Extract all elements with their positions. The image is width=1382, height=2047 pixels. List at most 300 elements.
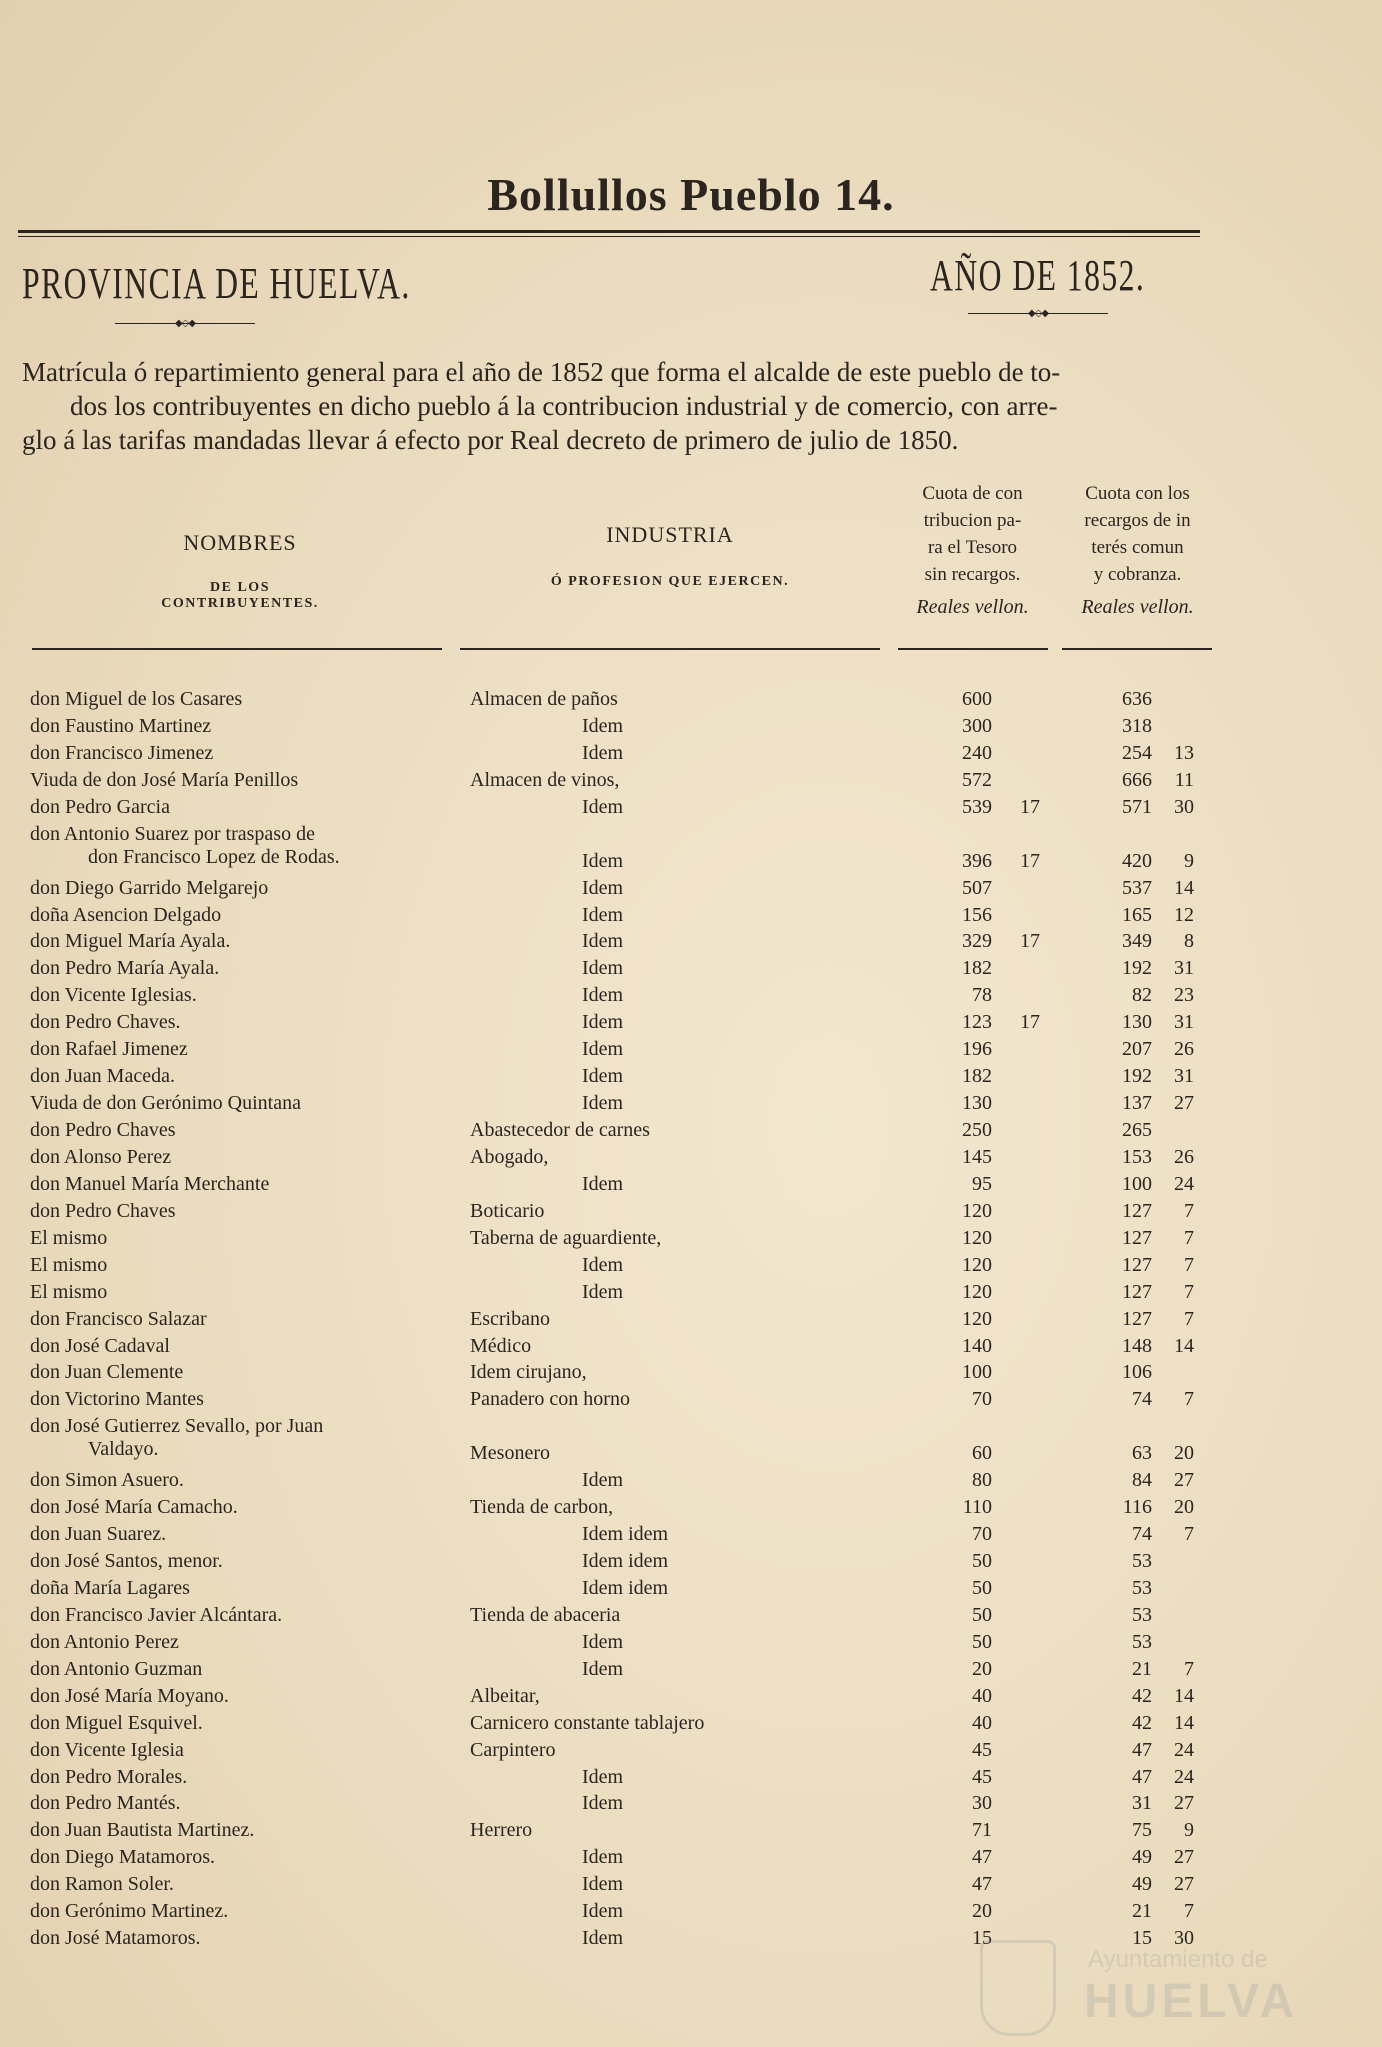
quota-recargos-cents-cell: 14 — [1174, 1334, 1194, 1357]
contributor-name — [30, 1092, 450, 1115]
quota-recargos-cell: 349 — [1122, 930, 1152, 953]
contributor-name-line-1: don Rafael Jimenez — [30, 1038, 188, 1061]
quota-recargos-cell: 130 — [1122, 1011, 1152, 1034]
quota-recargos-cell: 127 — [1122, 1307, 1152, 1330]
contributor-name-line-1: don Antonio Perez — [30, 1630, 179, 1653]
contributor-name-line-1: Viuda de don Gerónimo Quintana — [30, 1092, 301, 1115]
table-row — [0, 1254, 1382, 1281]
table-row — [0, 1739, 1382, 1766]
contributor-name — [30, 1308, 450, 1331]
quota-tesoro-cell: 50 — [972, 1550, 992, 1573]
quota-tesoro-cell: 120 — [962, 1199, 992, 1222]
contributor-name — [30, 823, 450, 869]
quota-recargos-cents-cell: 14 — [1174, 1711, 1194, 1734]
quota1-unit: Reales vellon. — [916, 596, 1029, 618]
table-row — [0, 1792, 1382, 1819]
quota-recargos-cell: 74 — [1132, 1388, 1152, 1411]
contributor-name — [30, 1415, 450, 1461]
quota-tesoro-cents-cell: 17 — [1020, 849, 1040, 872]
quota-recargos-cents-cell: 31 — [1174, 957, 1194, 980]
contributor-name — [30, 688, 450, 711]
contributor-name-line-1: don Antonio Guzman — [30, 1657, 203, 1680]
quota-recargos-cell: 127 — [1122, 1226, 1152, 1249]
contributor-name — [30, 984, 450, 1007]
quota-tesoro-cell: 140 — [962, 1334, 992, 1357]
contributor-name — [30, 1658, 450, 1681]
quota-tesoro-cents-cell: 17 — [1020, 795, 1040, 818]
industry-cell: Idem — [582, 1469, 624, 1492]
quota-tesoro-cell: 40 — [972, 1684, 992, 1707]
industry-cell: Idem — [582, 1280, 624, 1303]
contributor-name — [30, 769, 450, 792]
contributor-name — [30, 1496, 450, 1519]
industry-cell: Almacen de paños — [470, 688, 618, 710]
quota-recargos-cents-cell: 27 — [1174, 1092, 1194, 1115]
quota-tesoro-cell: 120 — [962, 1253, 992, 1276]
quota-recargos-cents-cell: 9 — [1184, 1819, 1194, 1842]
contributor-name — [30, 1577, 450, 1600]
table-row — [0, 930, 1382, 957]
industry-cell: Idem — [582, 741, 624, 764]
contributor-name-line-1: don Juan Suarez. — [30, 1523, 167, 1546]
contributor-name-line-1: don Pedro María Ayala. — [30, 957, 220, 980]
table-row — [0, 1200, 1382, 1227]
quota-recargos-cell: 21 — [1132, 1900, 1152, 1923]
quota-tesoro-cell: 20 — [972, 1900, 992, 1923]
industry-cell: Idem — [582, 1792, 624, 1815]
table-row — [0, 823, 1382, 877]
quota-tesoro-cell: 47 — [972, 1873, 992, 1896]
contributor-name-line-1: don Antonio Suarez por traspaso de — [30, 822, 315, 845]
contributor-name-line-1: don José Cadaval — [30, 1334, 170, 1357]
industry-cell: Panadero con horno — [470, 1388, 630, 1411]
quota2-line-2: recargos de in — [1084, 510, 1191, 531]
quota-recargos-cents-cell: 27 — [1174, 1469, 1194, 1492]
contributor-name-line-1: El mismo — [30, 1280, 108, 1303]
table-row — [0, 1146, 1382, 1173]
table-row — [0, 742, 1382, 769]
contributor-name-line-1: don Miguel de los Casares — [30, 688, 243, 710]
contributor-name-line-1: don Faustino Martinez — [30, 714, 212, 737]
table-row — [0, 1766, 1382, 1793]
table-row — [0, 1604, 1382, 1631]
industry-cell: Idem — [582, 876, 624, 899]
industry-cell: Idem — [582, 849, 624, 872]
industry-cell: Almacen de vinos, — [470, 768, 620, 791]
quota-tesoro-cell: 110 — [962, 1496, 992, 1519]
contributor-name-line-1: don Pedro Mantés. — [30, 1792, 181, 1815]
quota-recargos-cents-cell: 20 — [1174, 1496, 1194, 1519]
contributor-name — [30, 877, 450, 900]
contributor-name — [30, 1846, 450, 1869]
contributor-name-line-1: don Simon Asuero. — [30, 1469, 184, 1492]
quota-recargos-cell: 137 — [1122, 1092, 1152, 1115]
industry-cell: Idem — [582, 714, 624, 737]
quota2-unit: Reales vellon. — [1081, 596, 1194, 618]
quota-recargos-cents-cell: 31 — [1174, 1065, 1194, 1088]
quota-recargos-cents-cell: 24 — [1174, 1172, 1194, 1195]
contributor-name — [30, 1011, 450, 1034]
contributor-name-line-1: don Vicente Iglesia — [30, 1738, 184, 1761]
contributor-name — [30, 1119, 450, 1142]
quota-recargos-cents-cell: 11 — [1174, 768, 1194, 791]
industry-cell: Idem — [582, 1927, 624, 1950]
quota-recargos-cell: 100 — [1122, 1172, 1152, 1195]
table-row — [0, 1335, 1382, 1362]
quota-recargos-cents-cell: 7 — [1184, 1280, 1194, 1303]
contributor-name — [30, 1038, 450, 1061]
quota-tesoro-cell: 196 — [962, 1038, 992, 1061]
quota-tesoro-cell: 539 — [962, 795, 992, 818]
quota-recargos-cell: 21 — [1132, 1657, 1152, 1680]
table-row — [0, 877, 1382, 904]
table-row — [0, 984, 1382, 1011]
industry-cell: Tienda de abaceria — [470, 1603, 621, 1626]
names-header-sub: DE LOS CONTRIBUYENTES. — [161, 580, 319, 611]
quota-recargos-cents-cell: 20 — [1174, 1442, 1194, 1465]
intro-line-2: dos los contribuyentes en dicho pueblo á la contribucion industrial y de comercio, con arre- — [70, 391, 1058, 421]
contributor-name — [30, 1388, 450, 1411]
contributor-name-line-1: don Juan Clemente — [30, 1361, 184, 1384]
quota2-rule — [1062, 648, 1212, 650]
quota-recargos-cents-cell: 27 — [1174, 1792, 1194, 1815]
contributor-name — [30, 1065, 450, 1088]
quota-recargos-cell: 127 — [1122, 1199, 1152, 1222]
quota-tesoro-cell: 30 — [972, 1792, 992, 1815]
quota-recargos-cents-cell: 7 — [1184, 1226, 1194, 1249]
industry-cell: Escribano — [470, 1307, 550, 1330]
industry-cell: Idem — [582, 1065, 624, 1088]
title-rule-thin — [18, 236, 1200, 237]
table-row — [0, 1523, 1382, 1550]
quota-tesoro-cell: 600 — [962, 688, 992, 710]
quota-recargos-cell: 537 — [1122, 876, 1152, 899]
industry-cell: Carnicero constante tablajero — [470, 1711, 705, 1734]
intro-line-1: Matrícula ó repartimiento general para el año de 1852 que forma el alcalde de este pueblo de to- — [22, 357, 1061, 387]
contributors-table — [0, 688, 1382, 1954]
names-header — [130, 530, 350, 612]
contributor-name — [30, 796, 450, 819]
contributor-name — [30, 957, 450, 980]
contributor-name — [30, 1146, 450, 1169]
quota-tesoro-cell: 145 — [962, 1145, 992, 1168]
quota-recargos-cell: 53 — [1132, 1576, 1152, 1599]
table-row — [0, 1281, 1382, 1308]
quota1-line-4: sin recargos. — [924, 564, 1021, 585]
quota-recargos-cents-cell: 13 — [1174, 741, 1194, 764]
quota-recargos-cell: 116 — [1122, 1496, 1152, 1519]
contributor-name-line-1: don Gerónimo Martinez. — [30, 1900, 229, 1923]
contributor-name-line-1: Viuda de don José María Penillos — [30, 768, 299, 791]
contributor-name-line-1: don José María Moyano. — [30, 1684, 229, 1707]
industry-cell: Idem idem — [582, 1576, 669, 1599]
contributor-name-line-1: don Pedro Garcia — [30, 795, 170, 818]
quota-tesoro-cell: 507 — [962, 876, 992, 899]
quota-recargos-cell: 15 — [1132, 1927, 1152, 1950]
contributor-name-line-1: don Francisco Jimenez — [30, 741, 214, 764]
industry-cell: Boticario — [470, 1199, 545, 1222]
quota-recargos-cell: 63 — [1132, 1442, 1152, 1465]
industry-cell: Idem — [582, 1092, 624, 1115]
quota-tesoro-cell: 100 — [962, 1361, 992, 1384]
intro-line-3: glo á las tarifas mandadas llevar á efecto por Real decreto de primero de julio de 1850. — [22, 425, 959, 455]
contributor-name — [30, 1739, 450, 1762]
contributor-name — [30, 930, 450, 953]
quota-recargos-cell: 53 — [1132, 1603, 1152, 1626]
quota-recargos-cents-cell: 9 — [1184, 849, 1194, 872]
quota-tesoro-cell: 95 — [972, 1172, 992, 1195]
contributor-name — [30, 715, 450, 738]
table-row — [0, 957, 1382, 984]
contributor-name — [30, 1873, 450, 1896]
table-row — [0, 1361, 1382, 1388]
contributor-name-line-1: don José Gutierrez Sevallo, por Juan — [30, 1415, 324, 1438]
table-row — [0, 1119, 1382, 1146]
title-rule — [18, 230, 1200, 233]
table-row — [0, 1308, 1382, 1335]
quota-tesoro-cell: 182 — [962, 957, 992, 980]
contributor-name — [30, 1550, 450, 1573]
quota-recargos-cell: 153 — [1122, 1145, 1152, 1168]
watermark-line-2: HUELVA — [1084, 1975, 1299, 2028]
contributor-name-line-1: don Pedro Chaves — [30, 1119, 176, 1142]
table-row — [0, 1065, 1382, 1092]
table-row — [0, 769, 1382, 796]
quota-tesoro-cell: 60 — [972, 1442, 992, 1465]
contributor-name — [30, 1523, 450, 1546]
contributor-name-line-1: El mismo — [30, 1226, 108, 1249]
contributor-name-line-1: don Victorino Mantes — [30, 1388, 204, 1411]
contributor-name-line-1: don Pedro Morales. — [30, 1765, 188, 1788]
contributor-name — [30, 1254, 450, 1277]
quota-recargos-cell: 420 — [1122, 849, 1152, 872]
quota-tesoro-cell: 70 — [972, 1523, 992, 1546]
contributor-name-line-1: don Juan Bautista Martinez. — [30, 1819, 255, 1842]
quota2-line-4: y cobranza. — [1093, 564, 1182, 585]
industry-cell: Tienda de carbon, — [470, 1496, 614, 1519]
industry-cell: Abastecedor de carnes — [470, 1119, 650, 1142]
quota-recargos-cell: 192 — [1122, 957, 1152, 980]
quota-tesoro-cents-cell: 17 — [1020, 930, 1040, 953]
table-row — [0, 904, 1382, 931]
table-row — [0, 1819, 1382, 1846]
quota-recargos-cell: 53 — [1132, 1550, 1152, 1573]
quota-tesoro-cell: 250 — [962, 1119, 992, 1142]
quota-recargos-cell: 42 — [1132, 1684, 1152, 1707]
quota-recargos-cents-cell: 7 — [1184, 1253, 1194, 1276]
contributor-name-line-1: don Miguel María Ayala. — [30, 930, 231, 953]
page-title: Bollullos Pueblo 14. — [487, 169, 895, 220]
quota1-line-2: tribucion pa- — [923, 510, 1022, 531]
table-row — [0, 1415, 1382, 1469]
quota-recargos-cents-cell: 27 — [1174, 1873, 1194, 1896]
contributor-name-line-1: don Juan Maceda. — [30, 1065, 175, 1088]
quota2-header — [1060, 480, 1215, 621]
quota-tesoro-cell: 50 — [972, 1603, 992, 1626]
quota-tesoro-cell: 300 — [962, 714, 992, 737]
contributor-name-line-1: don Francisco Javier Alcántara. — [30, 1603, 283, 1626]
quota-tesoro-cell: 40 — [972, 1711, 992, 1734]
quota-recargos-cell: 165 — [1122, 903, 1152, 926]
contributor-name-line-1: don Manuel María Merchante — [30, 1172, 270, 1195]
contributor-name-line-1: don Vicente Iglesias. — [30, 984, 197, 1007]
contributor-name-line-1: don Diego Garrido Melgarejo — [30, 876, 269, 899]
industry-cell: Idem — [582, 1873, 624, 1896]
contributor-name — [30, 1685, 450, 1708]
quota-recargos-cents-cell: 7 — [1184, 1199, 1194, 1222]
ornament-left: ◆◇◆ — [115, 323, 255, 327]
contributor-name-line-1: don José María Camacho. — [30, 1496, 238, 1519]
quota-recargos-cents-cell: 26 — [1174, 1145, 1194, 1168]
intro-paragraph — [22, 355, 1212, 457]
quota-recargos-cell: 75 — [1132, 1819, 1152, 1842]
table-row — [0, 1685, 1382, 1712]
quota-tesoro-cell: 15 — [972, 1927, 992, 1950]
quota-recargos-cents-cell: 14 — [1174, 1684, 1194, 1707]
contributor-name-line-1: doña María Lagares — [30, 1576, 190, 1599]
quota-tesoro-cell: 120 — [962, 1226, 992, 1249]
quota-recargos-cell: 106 — [1122, 1361, 1152, 1384]
industry-cell: Idem — [582, 903, 624, 926]
contributor-name — [30, 1227, 450, 1250]
contributor-name-line-1: don Francisco Salazar — [30, 1307, 207, 1330]
industry-cell: Albeitar, — [470, 1684, 540, 1707]
quota-recargos-cents-cell: 23 — [1174, 984, 1194, 1007]
industry-cell: Idem idem — [582, 1550, 669, 1573]
watermark-line-1: Ayuntamiento de — [1088, 1946, 1268, 1973]
quota-recargos-cents-cell: 24 — [1174, 1765, 1194, 1788]
table-row — [0, 1092, 1382, 1119]
industry-cell: Idem — [582, 1900, 624, 1923]
table-row — [0, 1388, 1382, 1415]
industry-cell: Mesonero — [470, 1442, 550, 1465]
quota-recargos-cell: 127 — [1122, 1280, 1152, 1303]
quota-recargos-cell: 192 — [1122, 1065, 1152, 1088]
table-row — [0, 1496, 1382, 1523]
table-row — [0, 1631, 1382, 1658]
table-row — [0, 1011, 1382, 1038]
table-row — [0, 1227, 1382, 1254]
industry-cell: Idem — [582, 930, 624, 953]
table-row — [0, 1173, 1382, 1200]
quota-tesoro-cell: 156 — [962, 903, 992, 926]
quota-recargos-cents-cell: 7 — [1184, 1388, 1194, 1411]
table-row — [0, 715, 1382, 742]
contributor-name — [30, 1469, 450, 1492]
ayuntamiento-huelva-watermark — [980, 1940, 1320, 2030]
quota-recargos-cell: 74 — [1132, 1523, 1152, 1546]
table-row — [0, 1577, 1382, 1604]
contributor-name-line-1: don Miguel Esquivel. — [30, 1711, 203, 1734]
quota-recargos-cell: 265 — [1122, 1119, 1152, 1142]
contributor-name — [30, 742, 450, 765]
quota-recargos-cents-cell: 7 — [1184, 1657, 1194, 1680]
quota-recargos-cell: 148 — [1122, 1334, 1152, 1357]
quota-recargos-cell: 42 — [1132, 1711, 1152, 1734]
quota-tesoro-cell: 20 — [972, 1657, 992, 1680]
industry-cell: Idem — [582, 795, 624, 818]
industry-header-sub: Ó PROFESION QUE EJERCEN. — [550, 574, 790, 589]
contributor-name-line-1: don Diego Matamoros. — [30, 1846, 215, 1869]
industry-cell: Idem idem — [582, 1523, 669, 1546]
contributor-name — [30, 1900, 450, 1923]
ornament-right: ◆◇◆ — [968, 313, 1108, 317]
quota-tesoro-cell: 80 — [972, 1469, 992, 1492]
quota-tesoro-cell: 123 — [962, 1011, 992, 1034]
quota1-header — [895, 480, 1050, 621]
quota2-line-1: Cuota con los — [1085, 483, 1190, 504]
contributor-name-line-1: El mismo — [30, 1253, 108, 1276]
names-header-title: NOMBRES — [183, 530, 297, 555]
quota-recargos-cell: 666 — [1122, 768, 1152, 791]
quota-recargos-cell: 254 — [1122, 741, 1152, 764]
table-row — [0, 1658, 1382, 1685]
contributor-name-line-2: Valdayo. — [88, 1438, 159, 1461]
quota2-line-3: terés comun — [1091, 537, 1184, 558]
quota-tesoro-cell: 50 — [972, 1630, 992, 1653]
year-heading: AÑO DE 1852. — [930, 251, 1146, 300]
industry-header-title: INDUSTRIA — [606, 522, 734, 547]
quota-recargos-cents-cell: 12 — [1174, 903, 1194, 926]
quota1-line-1: Cuota de con — [922, 483, 1023, 504]
contributor-name-line-2: don Francisco Lopez de Rodas. — [88, 845, 340, 868]
contributor-name — [30, 1712, 450, 1735]
table-row — [0, 1900, 1382, 1927]
contributor-name — [30, 1792, 450, 1815]
quota-tesoro-cell: 572 — [962, 768, 992, 791]
quota-recargos-cents-cell: 26 — [1174, 1038, 1194, 1061]
table-row — [0, 796, 1382, 823]
quota-tesoro-cell: 78 — [972, 984, 992, 1007]
quota-recargos-cell: 47 — [1132, 1738, 1152, 1761]
contributor-name — [30, 1335, 450, 1358]
industry-cell: Idem — [582, 984, 624, 1007]
province-heading: PROVINCIA DE HUELVA. — [22, 259, 411, 308]
quota-tesoro-cell: 240 — [962, 741, 992, 764]
industry-cell: Idem — [582, 1011, 624, 1034]
contributor-name-line-1: don Ramon Soler. — [30, 1873, 174, 1896]
industry-cell: Idem — [582, 957, 624, 980]
contributor-name-line-1: don José Santos, menor. — [30, 1550, 223, 1573]
industry-cell: Idem — [582, 1630, 624, 1653]
quota-recargos-cell: 49 — [1132, 1873, 1152, 1896]
contributor-name — [30, 904, 450, 927]
quota-tesoro-cell: 71 — [972, 1819, 992, 1842]
quota-recargos-cell: 47 — [1132, 1765, 1152, 1788]
contributor-name-line-1: doña Asencion Delgado — [30, 903, 222, 926]
industry-rule — [460, 648, 880, 650]
quota-tesoro-cell: 329 — [962, 930, 992, 953]
quota-recargos-cell: 31 — [1132, 1792, 1152, 1815]
quota-recargos-cell: 636 — [1122, 688, 1152, 710]
industry-header — [520, 522, 820, 590]
quota1-line-3: ra el Tesoro — [927, 537, 1018, 558]
quota-tesoro-cell: 120 — [962, 1307, 992, 1330]
contributor-name — [30, 1927, 450, 1950]
quota-recargos-cell: 207 — [1122, 1038, 1152, 1061]
contributor-name — [30, 1361, 450, 1384]
contributor-name-line-1: don Alonso Perez — [30, 1145, 172, 1168]
quota-recargos-cell: 571 — [1122, 795, 1152, 818]
quota-recargos-cell: 49 — [1132, 1846, 1152, 1869]
quota-recargos-cell: 84 — [1132, 1469, 1152, 1492]
industry-cell: Idem cirujano, — [470, 1361, 587, 1384]
contributor-name — [30, 1819, 450, 1842]
table-row — [0, 1846, 1382, 1873]
industry-cell: Médico — [470, 1334, 532, 1357]
industry-cell: Idem — [582, 1253, 624, 1276]
table-row — [0, 688, 1382, 715]
